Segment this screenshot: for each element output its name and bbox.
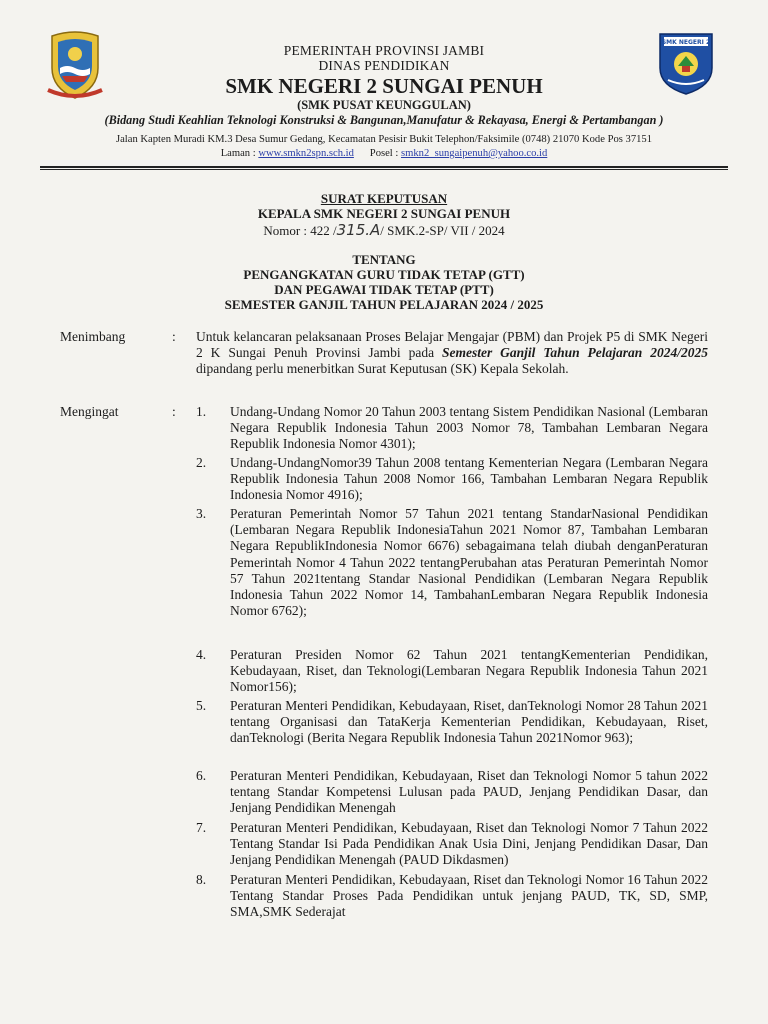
list-item-number: 5.	[196, 698, 207, 713]
decree-number-prefix: Nomor : 422 /	[263, 223, 337, 238]
letterhead-subtitle: (SMK PUSAT KEUNGGULAN)	[297, 98, 471, 112]
letterhead-department: DINAS PENDIDIKAN	[318, 58, 450, 73]
letterhead-rule-thick	[40, 166, 728, 168]
menimbang-text	[196, 329, 708, 378]
menimbang-text-a: Untuk kelancaran pelaksanaan Proses Belajar Mengajar (PBM) dan Projek P5 di SMK Negeri 2 K Sungai Penuh Provinsi Jambi pada	[196, 329, 708, 361]
decree-number	[100, 221, 668, 240]
letterhead-rule-thin	[40, 169, 728, 170]
posel-label: Posel :	[369, 148, 399, 159]
list-item: Peraturan Menteri Pendidikan, Kebudayaan, Riset dan Teknologi Nomor 5 tahun 2022 tentang Standar Kompetensi Lulusan pada PAUD, Jenjang Pendidikan Dasar, dan Jenjang Pendidikan Menengah	[230, 768, 708, 816]
menimbang-colon: :	[172, 329, 176, 344]
list-item-number: 2.	[196, 455, 207, 470]
decree-number-suffix: / SMK.2-SP/ VII / 2024	[380, 223, 505, 238]
decree-title: SURAT KEPUTUSAN	[320, 191, 448, 206]
list-item-number: 8.	[196, 872, 207, 887]
subject-line-2: DAN PEGAWAI TIDAK TETAP (PTT)	[274, 282, 494, 297]
list-item-number: 6.	[196, 768, 207, 783]
list-item: Peraturan Menteri Pendidikan, Kebudayaan, Riset, danTeknologi Nomor 28 Tahun 2021 tentang Organisasi dan TataKerja Kementerian Pendidikan, Kebudayaan, Riset, danTeknologi (Berita Negara Republik Indonesia Tahun 2021Nomor 963);	[230, 698, 708, 746]
letterhead-school-name: SMK NEGERI 2 SUNGAI PENUH	[225, 74, 543, 98]
menimbang-label: Menimbang	[60, 329, 126, 344]
list-item: Peraturan Pemerintah Nomor 57 Tahun 2021 tentang StandarNasional Pendidikan (Lembaran Negara Republik IndonesiaTahun 2021 Nomor 87, Tambahan Lembaran Negara RepublikIndonesia Nomor 6676) sebagaimana telah diubah denganPeraturan Pemerintah Nomor 4 Tahun 2022 tentangPerubahan atas Peraturan Pemerintah Nomor 57 Tahun 2021tentang Standar Nasional Pendidikan (Lembaran Negara Republik Indonesia Tahun 2022 Nomor 14, TambahanLembaran Negara Republik Indonesia Nomor 6762);	[230, 506, 708, 619]
letterhead-fields: (Bidang Studi Keahlian Teknologi Konstruksi & Bangunan,Manufatur & Rekayasa, Energi & Pertambangan )	[104, 113, 664, 127]
svg-text:SMK NEGERI 2: SMK NEGERI 2	[661, 39, 711, 46]
list-item: Peraturan Presiden Nomor 62 Tahun 2021 tentangKementerian Pendidikan, Kebudayaan, Riset, dan Teknologi(Lembaran Negara Republik Indonesia Tahun 2021 Nomor156);	[230, 647, 708, 695]
decree-number-handwritten: 315.A	[336, 221, 381, 239]
list-item-number: 3.	[196, 506, 207, 521]
mengingat-label: Mengingat	[60, 404, 119, 419]
subject-line-1: PENGANGKATAN GURU TIDAK TETAP (GTT)	[243, 267, 525, 282]
menimbang-text-emphasis: Semester Ganjil Tahun Pelajaran 2024/2025	[441, 345, 708, 361]
decree-issuer: KEPALA SMK NEGERI 2 SUNGAI PENUH	[257, 206, 511, 221]
list-item: Peraturan Menteri Pendidikan, Kebudayaan, Riset dan Teknologi Nomor 16 Tahun 2022 Tentang Standar Proses Pada Pendidikan untuk jenjang PAUD, TK, SD, SMP, SMA,SMK Sederajat	[230, 872, 708, 920]
website-link[interactable]: www.smkn2spn.sch.id	[258, 148, 354, 159]
list-item: Undang-UndangNomor39 Tahun 2008 tentang Kementerian Negara (Lembaran Negara Republik Indonesia Tahun 2008 Nomor 166, Tambahan Lembaran Negara Republik Indonesia Nomor 4916);	[230, 455, 708, 503]
subject-tentang: TENTANG	[352, 252, 416, 267]
list-item: Peraturan Menteri Pendidikan, Kebudayaan, Riset dan Teknologi Nomor 7 Tahun 2022 Tentang Standar Isi Pada Pendidikan Anak Usia Dini, Jenjang Pendidikan Dasar, Dan Jenjang Pendidikan Menengah (PAUD Dikdasmen)	[230, 820, 708, 868]
mengingat-colon: :	[172, 404, 176, 419]
list-item-number: 7.	[196, 820, 207, 835]
letterhead-government: PEMERINTAH PROVINSI JAMBI	[283, 43, 485, 58]
list-item-number: 1.	[196, 404, 207, 419]
email-link[interactable]: smkn2_sungaipenuh@yahoo.co.id	[401, 148, 548, 159]
letterhead-contacts	[40, 148, 728, 161]
list-item: Undang-Undang Nomor 20 Tahun 2003 tentang Sistem Pendidikan Nasional (Lembaran Negara Republik Indonesia Tahun 2003 Nomor 78, Tambahan Lembaran Negara Republik Indonesia Nomor 4301);	[230, 404, 708, 452]
laman-label: Laman :	[220, 148, 256, 159]
menimbang-text-b: dipandang perlu menerbitkan Surat Keputusan (SK) Kepala Sekolah.	[196, 361, 569, 377]
list-item-number: 4.	[196, 647, 207, 662]
subject-line-3: SEMESTER GANJIL TAHUN PELAJARAN 2024 / 2025	[224, 297, 544, 312]
letterhead-address: Jalan Kapten Muradi KM.3 Desa Sumur Gedang, Kecamatan Pesisir Bukit Telephon/Faksimile (0748) 21070 Kode Pos 37151	[115, 134, 653, 145]
